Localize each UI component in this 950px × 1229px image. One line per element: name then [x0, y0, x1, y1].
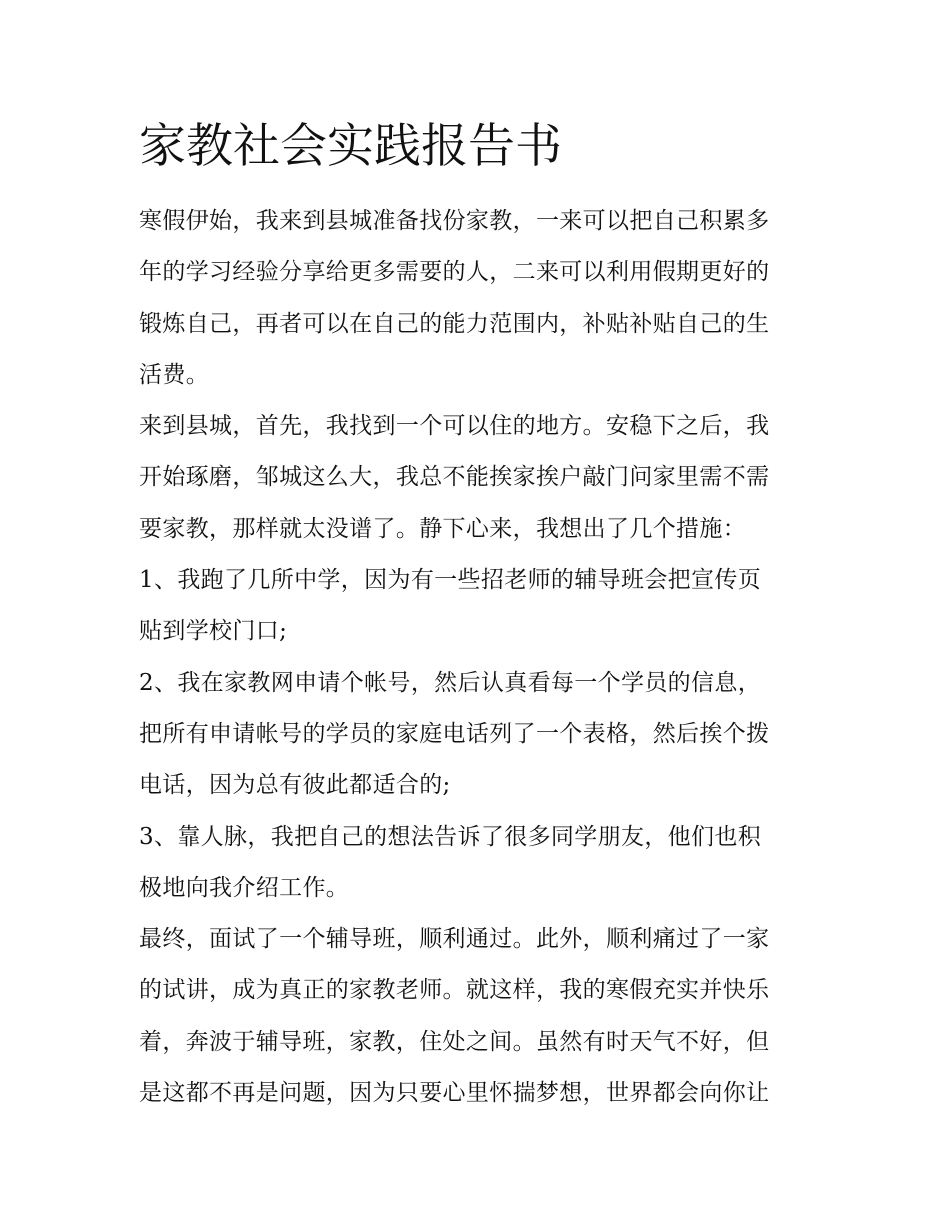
body-line: 3、靠人脉，我把自己的想法告诉了很多同学朋友，他们也积: [139, 823, 762, 850]
body-line: 2、我在家教网申请个帐号，然后认真看每一个学员的信息，: [139, 669, 762, 696]
body-line: 年的学习经验分享给更多需要的人，二来可以利用假期更好的: [139, 259, 770, 286]
body-line: 着，奔波于辅导班，家教，住处之间。虽然有时天气不好，但: [139, 1028, 770, 1055]
document-title: 家教社会实践报告书: [139, 119, 562, 174]
body-line: 电话，因为总有彼此都适合的;: [139, 772, 451, 799]
body-line: 是这都不再是问题，因为只要心里怀揣梦想，世界都会向你让: [139, 1080, 770, 1107]
body-line: 要家教，那样就太没谱了。静下心来，我想出了几个措施：: [139, 515, 747, 542]
body-line: 的试讲，成为真正的家教老师。就这样，我的寒假充实并快乐: [139, 977, 770, 1004]
body-line: 活费。: [139, 361, 210, 388]
body-line: 贴到学校门口;: [139, 618, 288, 645]
body-line: 开始琢磨，邹城这么大，我总不能挨家挨户敲门问家里需不需: [139, 464, 770, 491]
body-line: 锻炼自己，再者可以在自己的能力范围内，补贴补贴自己的生: [139, 310, 770, 337]
body-line: 来到县城，首先，我找到一个可以住的地方。安稳下之后，我: [139, 413, 770, 440]
body-line: 寒假伊始，我来到县城准备找份家教，一来可以把自己积累多: [139, 208, 770, 234]
body-line: 1、我跑了几所中学，因为有一些招老师的辅导班会把宣传页: [139, 567, 762, 594]
body-line: 极地向我介绍工作。: [139, 874, 350, 901]
body-line: 把所有申请帐号的学员的家庭电话列了一个表格，然后挨个拨: [139, 720, 770, 747]
body-line: 最终，面试了一个辅导班，顺利通过。此外，顺利痛过了一家: [139, 926, 770, 953]
document-body: [139, 196, 819, 1119]
